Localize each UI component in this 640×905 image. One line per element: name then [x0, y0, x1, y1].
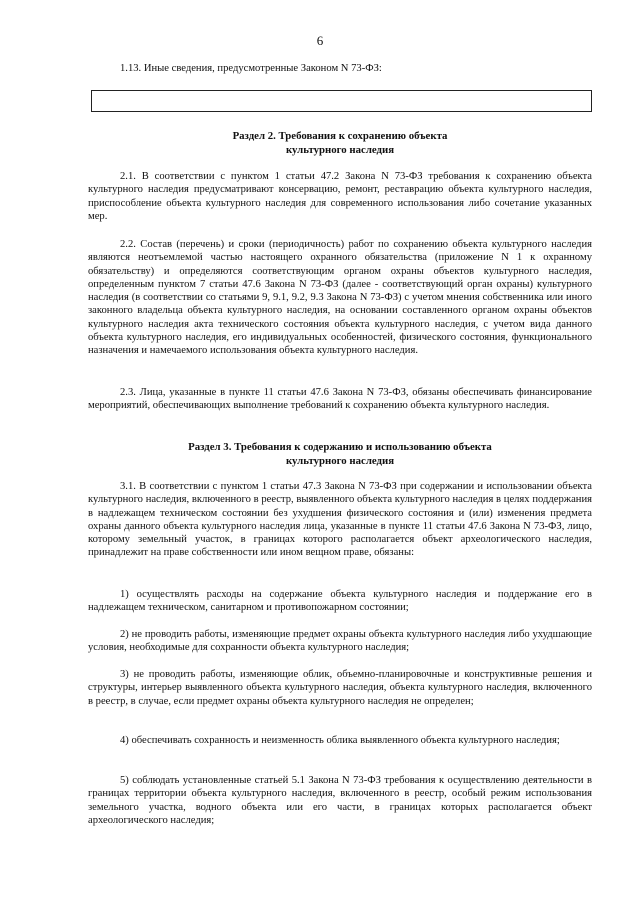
list-item-4: 4) обеспечивать сохранность и неизменность облика выявленного объекта культурного наследия; [120, 735, 560, 746]
list-item-3: 3) не проводить работы, изменяющие облик, объемно-планировочные и конструктивные решения и структуры, интерьер выявленного объекта культурного наследия, объекта культурного наследия, включенного в реестр, в случае, если предмет охраны объекта культурного наследия не определен; [88, 669, 592, 707]
paragraph-3-1: 3.1. В соответствии с пунктом 1 статьи 47.3 Закона N 73-ФЗ при содержании и использовании объекта культурного наследия, включенного в реестр, выявленного объекта культурного наследия в целях поддержания в надлежащем техническом состоянии без ухудшения физического состояния и (или) изменения предмета охраны данного объекта культурного наследия лица, указанные в пункте 11 статьи 47.6 Закона N 73-ФЗ, лицо, которому земельный участок, в границах которого располагается объект археологического наследия, принадлежит на праве собственности или ином вещном праве, обязаны: [88, 481, 592, 559]
paragraph-2-3: 2.3. Лица, указанные в пункте 11 статьи 47.6 Закона N 73-ФЗ, обязаны обеспечивать финансирование мероприятий, обеспечивающих выполнение требований к сохранению объекта культурного наследия. [88, 387, 592, 412]
page-number: 6 [316, 33, 324, 48]
section2-title-line2: культурного наследия [285, 144, 395, 156]
list-item-1: 1) осуществлять расходы на содержание объекта культурного наследия и поддержание его в надлежащем техническом, санитарном и противопожарном состоянии; [88, 589, 592, 614]
section2-title-line1: Раздел 2. Требования к сохранению объекта [232, 130, 448, 142]
list-item-5: 5) соблюдать установленные статьей 5.1 Закона N 73-ФЗ требования к осуществлению деятельности в границах территории объекта культурного наследия, включенного в реестр, особый режим использования земельного участка, водного объекта или его части, в границах которых располагается объект археологического наследия; [88, 775, 592, 826]
list-item-2: 2) не проводить работы, изменяющие предмет охраны объекта культурного наследия либо ухудшающие условия, необходимые для сохранности объекта культурного наследия; [88, 629, 592, 654]
section3-title-line1: Раздел 3. Требования к содержанию и использованию объекта [188, 441, 492, 453]
paragraph-2-1: 2.1. В соответствии с пунктом 1 статьи 47.2 Закона N 73-ФЗ требования к сохранению объекта культурного наследия предусматривают консервацию, ремонт, реставрацию объекта культурного наследия, приспособление объекта культурного наследия для современного использования либо сочетание указанных мер. [88, 171, 592, 222]
item-1-13: 1.13. Иные сведения, предусмотренные Законом N 73-ФЗ: [120, 63, 382, 74]
info-box [91, 90, 592, 112]
paragraph-2-2: 2.2. Состав (перечень) и сроки (периодичность) работ по сохранению объекта культурного наследия являются неотъемлемой частью настоящего охранного обязательства (приложение N 1 к охранному обязательству) и определяются соответствующим органом охраны объектов культурного наследия, определенным пунктом 7 статьи 47.6 Закона N 73-ФЗ (далее - соответствующий орган охраны) культурного наследия (в соответствии со статьями 9, 9.1, 9.2, 9.3 Закона N 73-ФЗ) с учетом мнения собственника или иного законного владельца объекта культурного наследия, на основании составленного органом охраны объектов культурного наследия акта технического состояния объекта культурного наследия, с учетом вида данного объекта культурного наследия, его индивидуальных особенностей, физического состояния, функционального назначения и намечаемого использования объекта культурного наследия. [88, 239, 592, 357]
section3-title-line2: культурного наследия [285, 455, 395, 467]
section3-title [88, 440, 592, 468]
section2-title [88, 129, 592, 157]
